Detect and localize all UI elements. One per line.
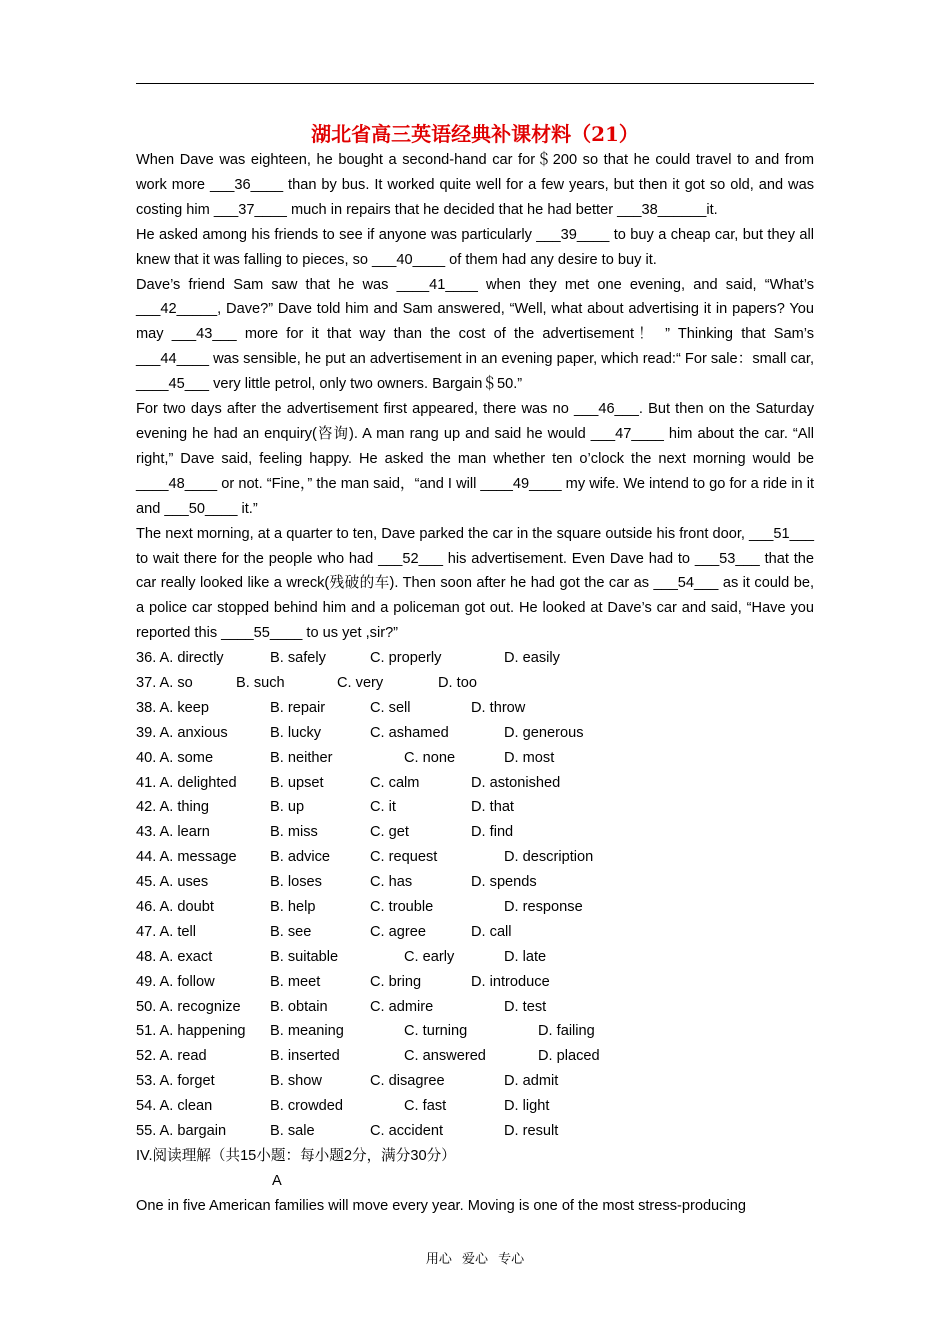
option-c: C. answered bbox=[404, 1048, 486, 1065]
option-b: B. meet bbox=[270, 973, 321, 990]
passage-paragraph-5: The next morning, at a quarter to ten, Dave parked the car in the square outside his front door, ___51___ to wait there for the people who had ___52___ his advertisement. Even Dave had to ___53___ that the car really looked like a wreck(残破的车). Then soon after he had got the car as ___54___ as it could be, a police car stopped behind him and a policeman got out. He looked at Dave’s car and said, “Have you reported this ____55____ to us yet ,sir?” bbox=[136, 525, 814, 642]
passage-paragraph-1: When Dave was eighteen, he bought a second-hand car for＄200 so that he could travel to and from work more ___36____ than by bus. It worked quite well for a few years, but then it got so old, and was costing him ___37____ much in repairs that he decided that he had better ___38______it. bbox=[136, 152, 814, 218]
option-a: 39. A. anxious bbox=[136, 724, 228, 741]
option-d: D. light bbox=[504, 1098, 550, 1115]
option-b: B. loses bbox=[270, 874, 322, 891]
option-row bbox=[136, 870, 814, 895]
option-d: D. that bbox=[471, 799, 514, 816]
option-c: C. ashamed bbox=[370, 724, 449, 741]
option-b: B. neither bbox=[270, 749, 333, 766]
option-c: C. request bbox=[370, 849, 438, 866]
option-a: 48. A. exact bbox=[136, 948, 213, 965]
header-rule bbox=[136, 83, 814, 84]
option-row bbox=[136, 820, 814, 845]
page-title: 湖北省高三英语经典补课材料（21） bbox=[311, 122, 639, 146]
option-a: 52. A. read bbox=[136, 1048, 207, 1065]
option-a: 37. A. so bbox=[136, 675, 193, 692]
option-b: B. such bbox=[236, 675, 285, 692]
option-c: C. fast bbox=[404, 1098, 447, 1115]
option-b: B. advice bbox=[270, 849, 331, 866]
option-a: 45. A. uses bbox=[136, 874, 209, 891]
option-c: C. admire bbox=[370, 998, 434, 1015]
option-c: C. sell bbox=[370, 699, 411, 716]
option-c: C. agree bbox=[370, 923, 426, 940]
option-a: 50. A. recognize bbox=[136, 998, 241, 1015]
passage-paragraph-2: He asked among his friends to see if anyone was particularly ___39____ to buy a cheap car, but they all knew that it was falling to pieces, so ___40____ of them had any desire to buy it. bbox=[136, 226, 814, 268]
passage-a-label: A bbox=[272, 1172, 282, 1189]
option-b: B. sale bbox=[270, 1123, 315, 1140]
option-a: 47. A. tell bbox=[136, 923, 197, 940]
option-b: B. meaning bbox=[270, 1023, 344, 1040]
option-d: D. most bbox=[504, 749, 555, 766]
option-row bbox=[136, 646, 814, 671]
option-a: 42. A. thing bbox=[136, 799, 210, 816]
option-a: 40. A. some bbox=[136, 749, 214, 766]
page-footer: 用心 爱心 专心 bbox=[425, 1252, 525, 1267]
document-body bbox=[136, 148, 814, 1219]
option-row bbox=[136, 1019, 814, 1044]
option-a: 38. A. keep bbox=[136, 699, 210, 716]
option-a: 54. A. clean bbox=[136, 1098, 213, 1115]
option-a: 46. A. doubt bbox=[136, 899, 214, 916]
option-b: B. safely bbox=[270, 650, 326, 667]
option-c: C. very bbox=[337, 675, 384, 692]
option-d: D. generous bbox=[504, 724, 584, 741]
option-d: D. admit bbox=[504, 1073, 559, 1090]
option-a: 36. A. directly bbox=[136, 650, 224, 667]
option-d: D. test bbox=[504, 998, 547, 1015]
option-d: D. introduce bbox=[471, 973, 550, 990]
option-c: C. has bbox=[370, 874, 413, 891]
option-row bbox=[136, 1069, 814, 1094]
option-b: B. suitable bbox=[270, 948, 339, 965]
option-c: C. accident bbox=[370, 1123, 444, 1140]
option-d: D. find bbox=[471, 824, 514, 841]
option-row bbox=[136, 1094, 814, 1119]
option-row bbox=[136, 895, 814, 920]
passage-a-text: One in five American families will move every year. Moving is one of the most stress-producing bbox=[136, 1197, 746, 1214]
option-row bbox=[136, 1119, 814, 1144]
passage-paragraph-4: For two days after the advertisement first appeared, there was no ___46___. But then on the Saturday evening he had an enquiry(咨询). A man rang up and said he would ___47____ him about the car. “All right,” Dave said, feeling happy. He asked the man whether ten o’clock the next morning would be ____48____ or not. “Fine，” the man said，“and I will ____49____ my wife. We intend to go for a ride in it and ___50____ it.” bbox=[136, 401, 814, 517]
option-d: D. description bbox=[504, 849, 594, 866]
option-c: C. properly bbox=[370, 650, 442, 667]
option-c: C. turning bbox=[404, 1023, 468, 1040]
option-d: D. result bbox=[504, 1123, 559, 1140]
option-c: C. bring bbox=[370, 973, 422, 990]
option-a: 55. A. bargain bbox=[136, 1123, 227, 1140]
option-b: B. repair bbox=[270, 699, 326, 716]
option-b: B. inserted bbox=[270, 1048, 340, 1065]
option-d: D. throw bbox=[471, 699, 526, 716]
option-b: B. miss bbox=[270, 824, 318, 841]
option-row bbox=[136, 671, 814, 696]
option-row bbox=[136, 696, 814, 721]
option-c: C. get bbox=[370, 824, 409, 841]
option-row bbox=[136, 771, 814, 796]
option-b: B. upset bbox=[270, 774, 324, 791]
option-d: D. response bbox=[504, 899, 583, 916]
option-d: D. spends bbox=[471, 874, 537, 891]
option-c: C. trouble bbox=[370, 899, 434, 916]
option-a: 41. A. delighted bbox=[136, 774, 237, 791]
option-d: D. easily bbox=[504, 650, 560, 667]
option-c: C. early bbox=[404, 948, 455, 965]
option-row bbox=[136, 995, 814, 1020]
passage-paragraph-3: Dave’s friend Sam saw that he was ____41____ when they met one evening, and said, “What’s ___42_____, Dave?” Dave told him and Sam answered, “Well, what about advertising it in papers? You may ___43___ more for it that way than the cost of the advertisement！ ” Thinking that Sam’s ___44____ was sensible, he put an advertisement in an evening paper, which read:“ For sale：small car, ____45___ very little petrol, only two owners. Bargain＄50.” bbox=[136, 276, 814, 393]
option-b: B. see bbox=[270, 923, 312, 940]
option-row bbox=[136, 945, 814, 970]
option-c: C. it bbox=[370, 799, 396, 816]
option-b: B. obtain bbox=[270, 998, 328, 1015]
option-list bbox=[136, 646, 814, 1144]
option-a: 49. A. follow bbox=[136, 973, 215, 990]
option-a: 44. A. message bbox=[136, 849, 237, 866]
option-row bbox=[136, 795, 814, 820]
option-row bbox=[136, 920, 814, 945]
option-b: B. up bbox=[270, 799, 305, 816]
option-a: 53. A. forget bbox=[136, 1073, 215, 1090]
option-row bbox=[136, 845, 814, 870]
option-row bbox=[136, 970, 814, 995]
option-row bbox=[136, 721, 814, 746]
option-a: 51. A. happening bbox=[136, 1023, 246, 1040]
option-d: D. too bbox=[438, 675, 477, 692]
option-d: D. placed bbox=[538, 1048, 600, 1065]
option-b: B. crowded bbox=[270, 1098, 344, 1115]
option-c: C. calm bbox=[370, 774, 420, 791]
option-d: D. late bbox=[504, 948, 547, 965]
option-d: D. call bbox=[471, 923, 512, 940]
option-b: B. show bbox=[270, 1073, 322, 1090]
option-b: B. help bbox=[270, 899, 316, 916]
section-heading: IV.阅读理解（共15小题：每小题2分，满分30分） bbox=[136, 1147, 456, 1164]
option-c: C. none bbox=[404, 749, 456, 766]
option-row bbox=[136, 746, 814, 771]
option-d: D. failing bbox=[538, 1023, 595, 1040]
option-b: B. lucky bbox=[270, 724, 322, 741]
option-d: D. astonished bbox=[471, 774, 561, 791]
option-row bbox=[136, 1044, 814, 1069]
option-c: C. disagree bbox=[370, 1073, 445, 1090]
option-a: 43. A. learn bbox=[136, 824, 210, 841]
